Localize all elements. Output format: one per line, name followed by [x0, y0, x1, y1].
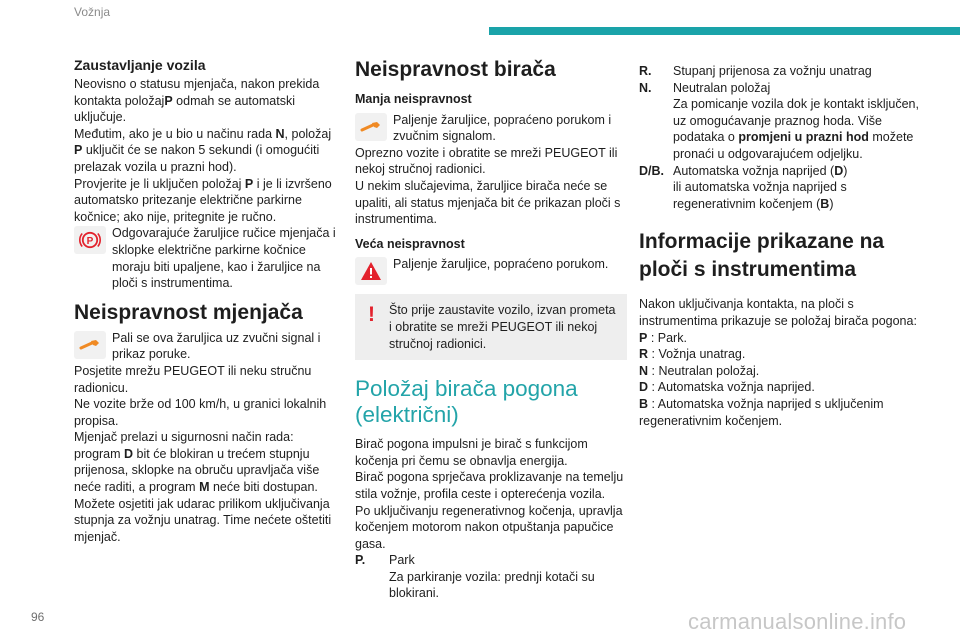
definition-key: R. [639, 64, 652, 78]
heading-selector-fault: Neispravnost birača [355, 58, 556, 81]
paragraph: Provjerite je li uključen položaj P i je li izvršeno automatsko pritezanje električne parkirne kočnice; ako nije, pritegnite je ručno. [74, 176, 332, 224]
column-1 [74, 56, 342, 545]
paragraph: Birač pogona impulsni je birač s funkcijom kočenja pri čemu se obnavlja energija. [355, 437, 588, 468]
paragraph: Nakon uključivanja kontakta, na ploči s instrumentima prikazuje se položaj birača pogona: [639, 297, 917, 328]
paragraph: Ne vozite brže od 100 km/h, u granici lokalnih propisa. [74, 397, 327, 428]
parking-brake-note [74, 225, 342, 291]
heading-stopping-vehicle: Zaustavljanje vozila [74, 57, 206, 73]
paragraph: Oprezno vozite i obratite se mreži PEUGEOT ili nekoj stručnoj radionici. [355, 145, 618, 177]
list-item: D : Automatska vožnja naprijed. [639, 380, 815, 395]
column-2 [355, 56, 627, 602]
paragraph: Neovisno o statusu mjenjača, nakon prekida kontakta položajP odmah se automatski uključuje. [74, 77, 320, 125]
header-accent-bar [489, 27, 960, 35]
parking-brake-icon [74, 226, 106, 254]
icon-note-text: Pali se ova žaruljica uz zvučni signal i prikaz poruke. [112, 330, 321, 362]
paragraph: Međutim, ako je u bio u načinu rada N, položaj P uključit će se nakon 5 sekundi (i omogućiti prelazak vozila u prazni hod). [74, 126, 332, 174]
definition-value: Neutralan položaj Za pomicanje vozila dok je kontakt isključen, uz omogućavanje praznog hoda. Više podataka o promjeni u prazni hod možete pronaći u odgovarajućem odjeljku. [673, 80, 919, 161]
list-item: R : Vožnja unatrag. [639, 347, 746, 362]
definition-key: N. [639, 80, 652, 95]
heading-drive-selector: Položaj birača pogona (električni) [355, 376, 578, 428]
icon-note-text: Paljenje žaruljice, popraćeno porukom i zvučnim signalom. [393, 112, 612, 144]
subheading-major-fault: Veća neispravnost [355, 236, 465, 251]
paragraph: Po uključivanju regenerativnog kočenja, upravlja kočenjem motorom nakon otpuštanja papučice gasa. [355, 503, 623, 551]
position-list [639, 330, 929, 430]
column-3 [639, 63, 929, 429]
definition-value: Park Za parkiranje vozila: prednji kotači su blokirani. [389, 553, 595, 601]
definition-key: P. [355, 553, 366, 568]
subheading-minor-fault: Manja neispravnost [355, 92, 472, 106]
list-item: N : Neutralan položaj. [639, 363, 760, 378]
paragraph: Mjenjač prelazi u sigurnosni način rada: program D bit će blokiran u trećem stupnju prijenosa, sklopke na obruču upravljača više neće raditi, a program M neće biti dostupan. Možete osjetiti jak udarac prilikom uključivanja stupnja za vožnju unatrag. Time nećete oštetiti mjenjač. [74, 430, 332, 544]
definition-park [355, 552, 627, 602]
heading-gearbox-fault: Neispravnost mjenjača [74, 300, 303, 324]
wrench-icon [355, 113, 387, 141]
list-item: P : Park. [639, 330, 687, 345]
svg-text:P: P [86, 236, 94, 248]
section-label: Vožnja [74, 5, 111, 19]
page-number: 96 [31, 610, 45, 624]
definition-list [639, 63, 929, 212]
paragraph: Birač pogona sprječava proklizavanje na temelju stila vožnje, profila ceste i opterećenja vozila. [355, 470, 624, 501]
icon-note-text: Paljenje žaruljice, popraćeno porukom. [393, 257, 609, 272]
warning-box [355, 294, 627, 360]
heading-instrument-panel-info: Informacije prikazane na ploči s instrumentima [639, 230, 885, 282]
definition-value: Automatska vožnja naprijed (D) ili automatska vožnja naprijed s regenerativnim kočenjem (B) [673, 163, 848, 211]
warning-text: Što prije zaustavite vozilo, izvan prometa i obratite se mreži PEUGEOT ili nekoj stručnoj radionici. [389, 303, 616, 351]
paragraph: Posjetite mrežu PEUGEOT ili neku stručnu radionicu. [74, 363, 312, 395]
paragraph: U nekim slučajevima, žaruljice birača neće se upaliti, ali status mjenjača bit će prikazan ploči s instrumentima. [355, 178, 621, 227]
watermark: carmanualsonline.info [688, 609, 907, 634]
exclamation-icon: ! [368, 303, 375, 327]
gearbox-warning-note [74, 330, 342, 363]
warning-triangle-icon [355, 257, 387, 285]
definition-value: Stupanj prijenosa za vožnju unatrag [673, 64, 872, 78]
icon-note-text: Odgovarajuće žaruljice ručice mjenjača i sklopke električne parkirne kočnice moraju biti upaljene, kao i žaruljice na ploči s instrumentima. [112, 226, 336, 291]
list-item: B : Automatska vožnja naprijed s uključenim regenerativnim kočenjem. [639, 396, 884, 428]
minor-fault-note [355, 112, 627, 145]
definition-key: D/B. [639, 163, 664, 178]
wrench-icon [74, 331, 106, 359]
major-fault-note [355, 256, 627, 286]
